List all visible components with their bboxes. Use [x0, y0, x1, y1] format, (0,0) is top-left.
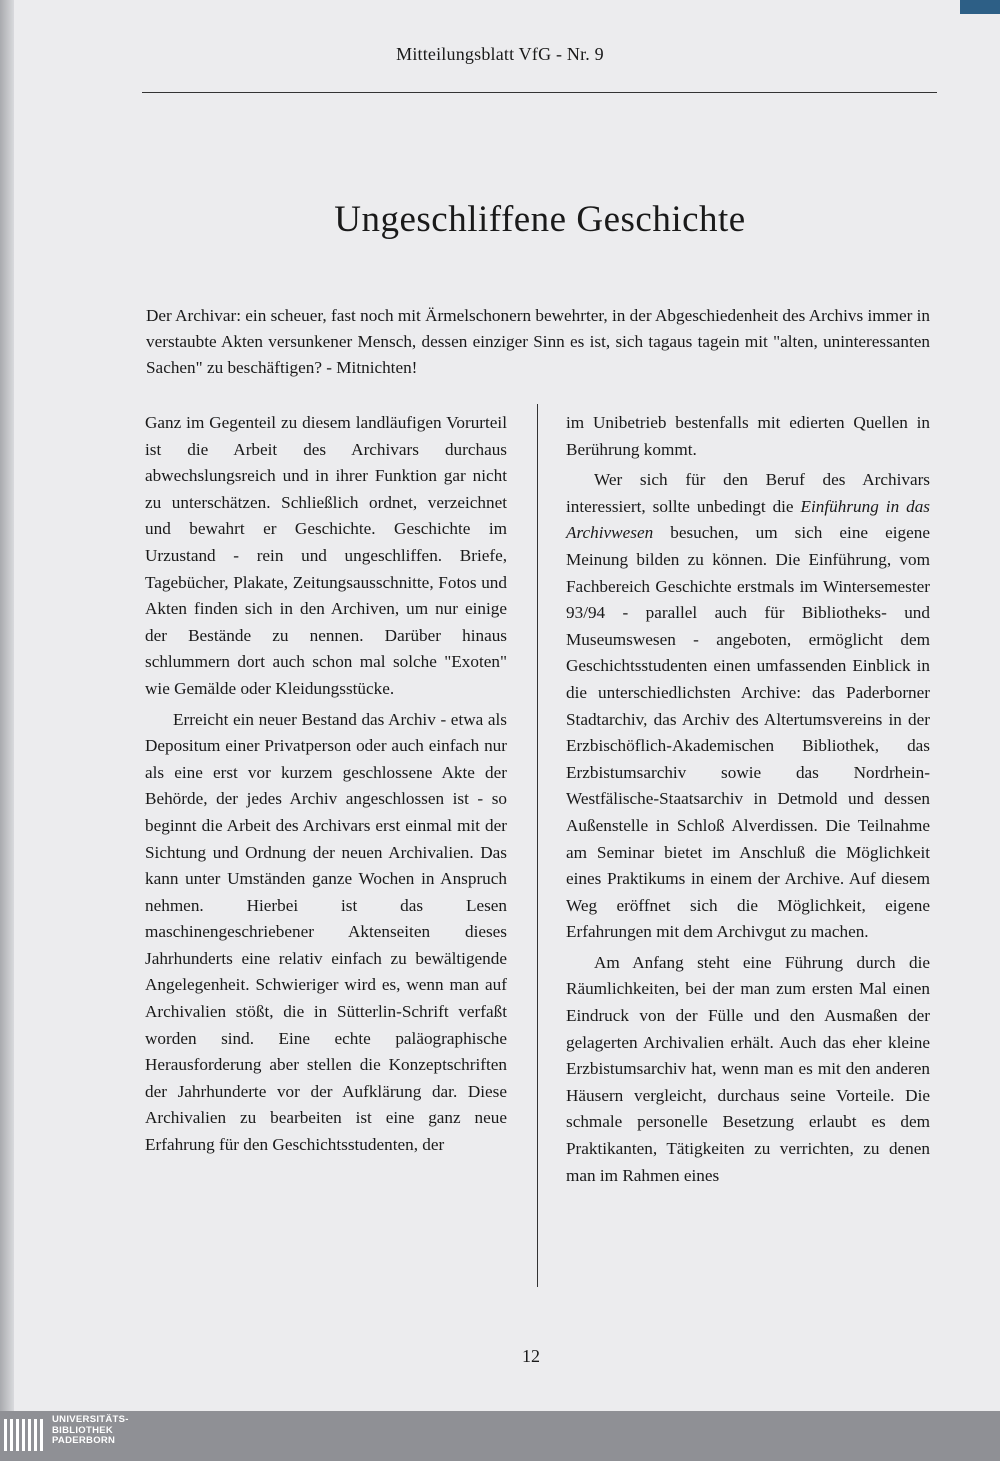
logo-line-1: UNIVERSITÄTS- [52, 1414, 129, 1425]
right-paragraph-1: im Unibetrieb bestenfalls mit edierten Quellen in Berührung kommt. [566, 413, 930, 459]
left-paragraph-1: Ganz im Gegenteil zu diesem landläufigen Vorurteil ist die Arbeit des Archivars durchaus abwechslungsreich und in ihrer Funktion gar nicht zu unterschätzen. Schließlich ordnet, verzeichnet und bewahrt er Geschichte. Geschichte im Urzustand - rein und ungeschliffen. Briefe, Tagebücher, Plakate, Zeitungsausschnitte, Fotos und Akten finden sich in den Archiven, um nur einige der Bestände zu nennen. Darüber hinaus schlummern dort auch schon mal solche "Exoten" wie Gemälde oder Kleidungsstücke. [145, 413, 507, 698]
course-title: Einführung in das Archivwesen [566, 496, 930, 543]
article-intro: Der Archivar: ein scheuer, fast noch mit Ärmelschonern bewehrter, in der Abgeschiedenheit des Archivs immer in verstaubte Akten versunkener Mensch, dessen einziger Sinn es ist, sich tagaus tagein mit "alten, uninteressanten Sachen" zu beschäftigen? - Mitnichten! [146, 306, 930, 377]
column-divider [537, 404, 538, 1287]
right-paragraph-3: Am Anfang steht eine Führung durch die Räumlichkeiten, bei der man zum ersten Mal einen Eindruck von der Fülle und den Ausmaßen der gelagerten Archivalien erhält. Auch das eher kleine Erzbistumsarchiv hat, wenn man es mit den anderen Häusern vergleicht, durchaus seine Vorteile. Die schmale personelle Besetzung erlaubt es dem Praktikanten, Tätigkeiten zu verrichten, zu denen man im Rahmen eines [566, 952, 930, 1185]
logo-line-3: PADERBORN [52, 1435, 116, 1446]
right-paragraph-2-start: Wer sich für den Beruf des Archivars interessiert, sollte unbedingt die [566, 470, 930, 516]
header-rule [142, 92, 937, 93]
right-paragraph-2-end: besuchen, um sich eine eigene Meinung bilden zu können. Die Einführung, vom Fachbereich Geschichte erstmals im Wintersemester 93/94 - parallel auch für Bibliotheks- und Museumswesen - angeboten, ermöglicht dem Geschichtsstudenten einen umfassenden Einblick in die unterschiedlichsten Archive: das Paderborner Stadtarchiv, das Archiv des Altertumsvereins in der Erzbischöflich-Akademischen Bibliothek, das Erzbistumsarchiv sowie das Nordrhein-Westfälische-Staatsarchiv in Detmold und dessen Außenstelle in Schloß Alverdissen. Die Teilnahme am Seminar bietet im Anschluß die Möglichkeit eines Praktikums in einem der Archive. Auf diesem Weg eröffnet sich die Möglichkeit, eigene Erfahrungen mit dem Archivgut zu machen. [566, 523, 930, 942]
cover-corner [960, 0, 1000, 14]
library-logo-icon [4, 1417, 44, 1453]
library-footer-bar [0, 1411, 1000, 1461]
right-column [566, 410, 930, 1189]
logo-line-2: BIBLIOTHEK [52, 1424, 114, 1436]
right-paragraph-2 [566, 467, 930, 946]
article-title: Ungeschliffene Geschichte [334, 199, 746, 240]
library-logo-text [52, 1415, 129, 1447]
running-head: Mitteilungsblatt VfG - Nr. 9 [396, 44, 604, 64]
left-paragraph-2: Erreicht ein neuer Bestand das Archiv - etwa als Depositum einer Privatperson oder auch einfach nur als eine erst vor kurzem geschlossene Akte der Behörde, der jedes Archiv angeschlossen ist - so beginnt die Arbeit des Archivars erst einmal mit der Sichtung und Ordnung der neuen Archivalien. Das kann unter Umständen ganze Wochen in Anspruch nehmen. Hierbei ist das Lesen maschinengeschriebener Aktenseiten dieses Jahrhunderts eine relativ einfach zu bewältigende Angelegenheit. Schwieriger wird es, wenn man auf Archivalien stößt, die in Sütterlin-Schrift verfaßt worden sind. Eine echte paläographische Herausforderung aber stellen die Konzeptschriften der Jahrhunderte vor der Aufklärung dar. Diese Archivalien zu bearbeiten ist eine ganz neue Erfahrung für den Geschichtsstudenten, der [145, 709, 507, 1155]
left-column [145, 410, 507, 1159]
page-number: 12 [522, 1346, 540, 1366]
